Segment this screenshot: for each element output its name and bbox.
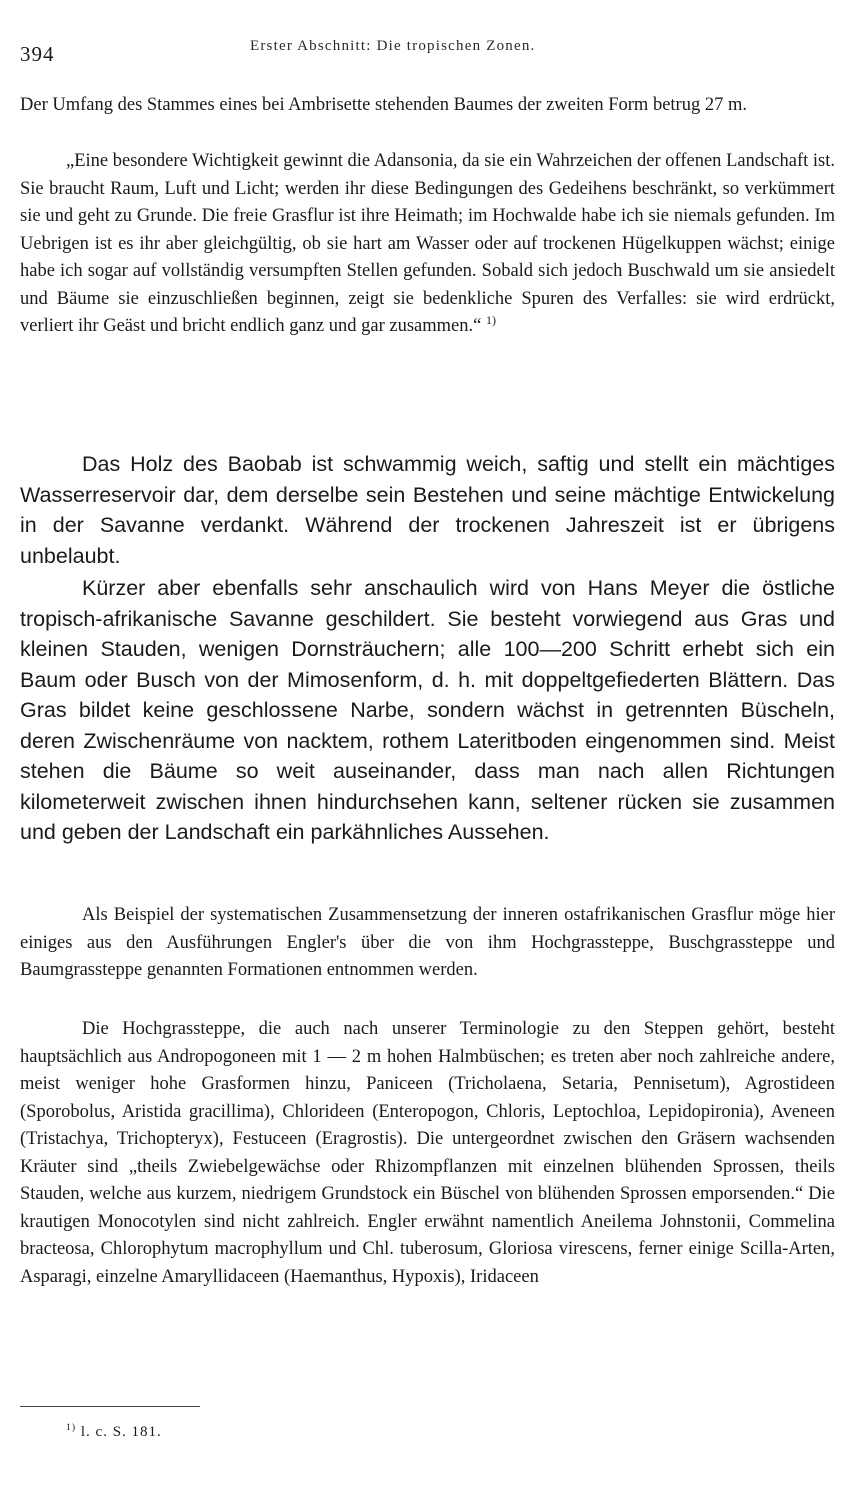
footnote-text: l. c. S. 181.: [80, 1424, 162, 1440]
paragraph-baobab-wood: Das Holz des Baobab ist schwammig weich, saftig und stellt ein mächtiges Wasserreservoir dar, dem derselbe sein Bestehen und seine mächtige Entwickelung in der Savanne verdankt. Während der trockenen Jahreszeit ist er übrigens unbelaubt.: [20, 452, 835, 568]
paragraph-adansonia-quote: [20, 148, 835, 341]
footnote-divider: [20, 1406, 200, 1407]
footnote-marker: 1): [66, 1422, 77, 1433]
page-number: 394: [20, 42, 55, 66]
paragraph-engler-intro: Als Beispiel der systematischen Zusammensetzung der inneren ostafrikanischen Grasflur möge hier einiges aus den Ausführungen Engler's über die von ihm Hochgrassteppe, Buschgrassteppe und Baumgrassteppe genannten Formationen entnommen werden.: [20, 905, 835, 980]
paragraph-trunk-circumference: Der Umfang des Stammes eines bei Ambrisette stehenden Baumes der zweiten Form betrug 27 m.: [20, 95, 747, 115]
paragraph-savanna-description: Kürzer aber ebenfalls sehr anschaulich wird von Hans Meyer die östliche tropisch-afrikanische Savanne geschildert. Sie besteht vorwiegend aus Gras und kleinen Stauden, wenigen Dornsträuchern; alle 100—200 Schritt erhebt sich ein Baum oder Busch von der Mimosenform, d. h. mit doppeltgefiederten Blättern. Das Gras bildet keine geschlossene Narbe, sondern wächst in getrennten Büscheln, deren Zwischenräume von nacktem, rothem Lateritboden eingenommen sind. Meist stehen die Bäume so weit auseinander, dass man nach allen Richtungen kilometerweit zwischen ihnen hindurchsehen kann, seltener rücken sie zusammen und geben der Landschaft ein parkähnliches Aussehen.: [20, 576, 835, 844]
footnote: [66, 1424, 162, 1441]
footnote-reference: 1): [485, 312, 496, 327]
page-header: [20, 38, 835, 68]
paragraph-adansonia-quote-text: „Eine besondere Wichtigkeit gewinnt die Adansonia, da sie ein Wahrzeichen der offenen Landschaft ist. Sie braucht Raum, Luft und Licht; werden ihr diese Bedingungen des Gedeihens beschränkt, so verkümmert sie und geht zu Grunde. Die freie Grasflur ist ihre Heimath; im Hochwalde habe ich sie niemals gefunden. Im Uebrigen ist es ihr aber gleichgültig, ob sie hart am Wasser oder auf trockenen Hügelkuppen wächst; einige habe ich sogar auf vollständig versumpften Stellen gefunden. Sobald sich jedoch Buschwald um sie ansiedelt und Bäume sie einzuschließen beginnen, zeigt sie bedenkliche Spuren des Verfalles: sie wird erdrückt, verliert ihr Geäst und bricht endlich ganz und gar zusammen.“: [20, 151, 835, 336]
running-head: Erster Abschnitt: Die tropischen Zonen.: [250, 38, 536, 54]
paragraph-hochgrassteppe: Die Hochgrassteppe, die auch nach unserer Terminologie zu den Steppen gehört, besteht hauptsächlich aus Andropogoneen mit 1 — 2 m hohen Halmbüschen; es treten aber noch zahlreiche andere, meist weniger hohe Grasformen hinzu, Paniceen (Tricholaena, Setaria, Pennisetum), Agrostideen (Sporobolus, Aristida gracillima), Chlorideen (Enteropogon, Chloris, Leptochloa, Lepidopironia), Aveneen (Tristachya, Trichopteryx), Festuceen (Eragrostis). Die untergeordnet zwischen den Gräsern wachsenden Kräuter sind „theils Zwiebelgewächse oder Rhizompflanzen mit einzelnen blühenden Sprossen, theils Stauden, welche aus kurzem, niedrigem Grundstock ein Büschel von blühenden Sprossen emporsenden.“ Die krautigen Monocotylen sind nicht zahlreich. Engler erwähnt namentlich Aneilema Johnstonii, Commelina bracteosa, Chlorophytum macrophyllum und Chl. tuberosum, Gloriosa virescens, ferner einige Scilla-Arten, Asparagi, einzelne Amaryllidaceen (Haemanthus, Hypoxis), Iridaceen: [20, 1019, 835, 1287]
